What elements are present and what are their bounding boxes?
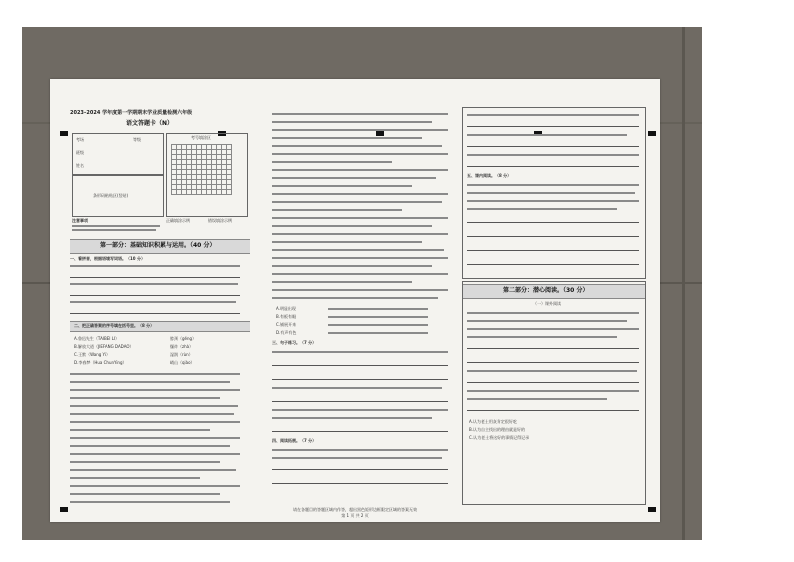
question-text (272, 201, 442, 203)
class-label: 班级 (76, 150, 84, 155)
answer-line[interactable] (467, 264, 639, 265)
question-text (70, 469, 236, 471)
pinyin-item: 爆炸（zhà） (170, 344, 194, 349)
word-option: D.有声有色 (276, 330, 297, 335)
question-text (272, 289, 448, 291)
question-text (70, 485, 240, 487)
question-text (467, 390, 639, 392)
question-text (467, 320, 627, 322)
answer-line[interactable] (272, 431, 448, 432)
question-text (467, 192, 635, 194)
part1-heading: 第一部分：基础知识积累与运用。（40 分） (100, 242, 216, 249)
correct-fill-example: 正确填涂示例 (166, 218, 190, 223)
question-text (272, 145, 442, 147)
registration-mark (648, 131, 656, 136)
question-text (467, 134, 627, 136)
question-text (272, 387, 442, 389)
question-2: 二、把正确答案的序号填在括号里。（8 分） (74, 323, 155, 328)
notice-text (72, 229, 156, 231)
question-text (272, 409, 448, 411)
section-bar (463, 284, 645, 299)
word-option: C.铺展开来 (276, 322, 297, 327)
question-1: 一、看拼音，根据语境写词语。（10 分） (70, 256, 145, 261)
answer-line[interactable] (272, 483, 448, 484)
question-text (467, 154, 639, 156)
pinyin-item: 湿润（rùn） (170, 352, 193, 357)
answer-line[interactable] (467, 410, 639, 411)
question-text (272, 209, 402, 211)
answer-line[interactable] (467, 146, 639, 147)
question-text (272, 249, 444, 251)
question-text (467, 312, 639, 314)
wrong-fill-example: 错误填涂示例 (208, 218, 232, 223)
name-label: 姓名 (76, 163, 84, 168)
question-text (70, 283, 238, 285)
question-text (70, 405, 238, 407)
answer-line[interactable] (272, 469, 448, 470)
question-5: 五、课内阅读。（8 分） (467, 173, 512, 178)
column-middle (268, 107, 452, 508)
exam-title: 2023–2024 学年度第一学期期末学业质量检测六年级 (70, 110, 193, 116)
word-option: A.明显出现 (276, 306, 296, 311)
id-area-title: 考号填涂区 (191, 135, 211, 140)
answer-box (462, 107, 646, 279)
question-text (272, 137, 422, 139)
barcode-label: 条形码粘贴区(竖贴) (93, 193, 129, 198)
id-fill-area (166, 133, 248, 217)
room-label: 考场 (76, 137, 84, 142)
answer-line[interactable] (467, 126, 639, 127)
question-text (467, 184, 639, 186)
question-text (70, 437, 240, 439)
column-left (66, 107, 250, 508)
question-text (70, 493, 220, 495)
question-text (272, 169, 448, 171)
question-text (467, 200, 639, 202)
question-text (328, 316, 428, 318)
answer-line[interactable] (467, 362, 639, 363)
answer-line[interactable] (272, 401, 448, 402)
answer-line[interactable] (467, 236, 639, 237)
question-text (328, 308, 428, 310)
question-text (272, 161, 392, 163)
grade-label: 等级 (133, 137, 141, 142)
section-bar (70, 239, 250, 254)
question-text (467, 114, 639, 116)
column-right (462, 107, 646, 508)
page-number: 第 1 页 共 2 页 (341, 513, 369, 518)
answer-line[interactable] (70, 295, 240, 296)
notice-text (72, 225, 160, 227)
pinyin-item: 峭山（qiào） (170, 360, 195, 365)
question-text (272, 257, 448, 259)
answer-line[interactable] (467, 382, 639, 383)
word-option: B.有板有眼 (276, 314, 297, 319)
photo-background (22, 27, 702, 540)
notice-title: 注意事项 (72, 218, 88, 223)
pinyin-item: 脖颈（gěng） (170, 336, 197, 341)
question-text (70, 445, 230, 447)
answer-option-b: B.认为自主找出的理由就是好的 (469, 427, 526, 432)
question-text (272, 153, 448, 155)
student-info-box (72, 133, 164, 175)
question-4: 四、阅读拓展。（7 分） (272, 438, 317, 443)
option-c: C.王默（Wang Yi） (74, 352, 110, 357)
wall-seam (682, 27, 685, 540)
question-text (272, 233, 448, 235)
answer-line[interactable] (272, 379, 448, 380)
section-bar (70, 321, 250, 332)
answer-option-a: A.认为老土用灰肯定很好吃 (469, 419, 517, 424)
answer-option-c: C.认为老土将这好的事情记得记录 (469, 435, 530, 440)
answer-line[interactable] (467, 348, 639, 349)
question-text (328, 324, 428, 326)
question-text (328, 332, 428, 334)
question-text (70, 265, 240, 267)
barcode-area (72, 175, 164, 217)
sheet-subtitle: 语文答题卡（N） (126, 120, 174, 127)
answer-box (462, 281, 646, 505)
question-text (70, 413, 234, 415)
answer-line[interactable] (70, 277, 240, 278)
question-text (272, 457, 442, 459)
answer-line[interactable] (70, 313, 240, 314)
id-bubble-grid (171, 144, 232, 195)
question-text (272, 265, 432, 267)
question-text (70, 453, 240, 455)
question-text (272, 113, 448, 115)
question-text (70, 373, 240, 375)
part2-heading: 第二部分：潜心阅读。（30 分） (503, 287, 589, 294)
option-a: A.鲁迅先生（TAIBEI LI） (74, 336, 120, 341)
page-footer (50, 507, 660, 519)
question-3: 三、句子练习。（7 分） (272, 340, 317, 345)
question-text (70, 477, 200, 479)
footer-notice: 请在各题目的答题区域内作答，超出黑色矩形边框限定区域的答案无效 (293, 507, 417, 512)
question-text (70, 389, 240, 391)
question-text (70, 381, 230, 383)
part2-subheading: （一）课外阅读 (533, 301, 561, 306)
answer-line[interactable] (467, 222, 639, 223)
question-text (467, 336, 617, 338)
question-text (272, 129, 448, 131)
question-text (272, 121, 432, 123)
question-text (272, 185, 412, 187)
question-text (272, 177, 436, 179)
option-b: B.解放大道（JIEFANG DADAO） (74, 344, 134, 349)
question-text (70, 429, 210, 431)
question-text (272, 351, 448, 353)
answer-line[interactable] (272, 365, 448, 366)
question-text (272, 449, 448, 451)
question-text (467, 328, 639, 330)
question-text (272, 281, 412, 283)
question-text (272, 297, 438, 299)
question-text (467, 208, 617, 210)
question-text (70, 501, 230, 503)
question-text (70, 301, 236, 303)
question-text (272, 193, 448, 195)
answer-line[interactable] (467, 250, 639, 251)
question-text (70, 421, 240, 423)
question-text (467, 398, 607, 400)
option-d: D.李春梦（Hua ChunYing） (74, 360, 127, 365)
question-text (272, 225, 432, 227)
question-text (70, 397, 220, 399)
question-text (272, 241, 422, 243)
answer-line[interactable] (467, 166, 639, 167)
question-text (70, 461, 220, 463)
question-text (272, 417, 432, 419)
question-text (467, 370, 637, 372)
question-text (272, 217, 448, 219)
answer-sheet (50, 79, 660, 522)
question-text (272, 273, 448, 275)
